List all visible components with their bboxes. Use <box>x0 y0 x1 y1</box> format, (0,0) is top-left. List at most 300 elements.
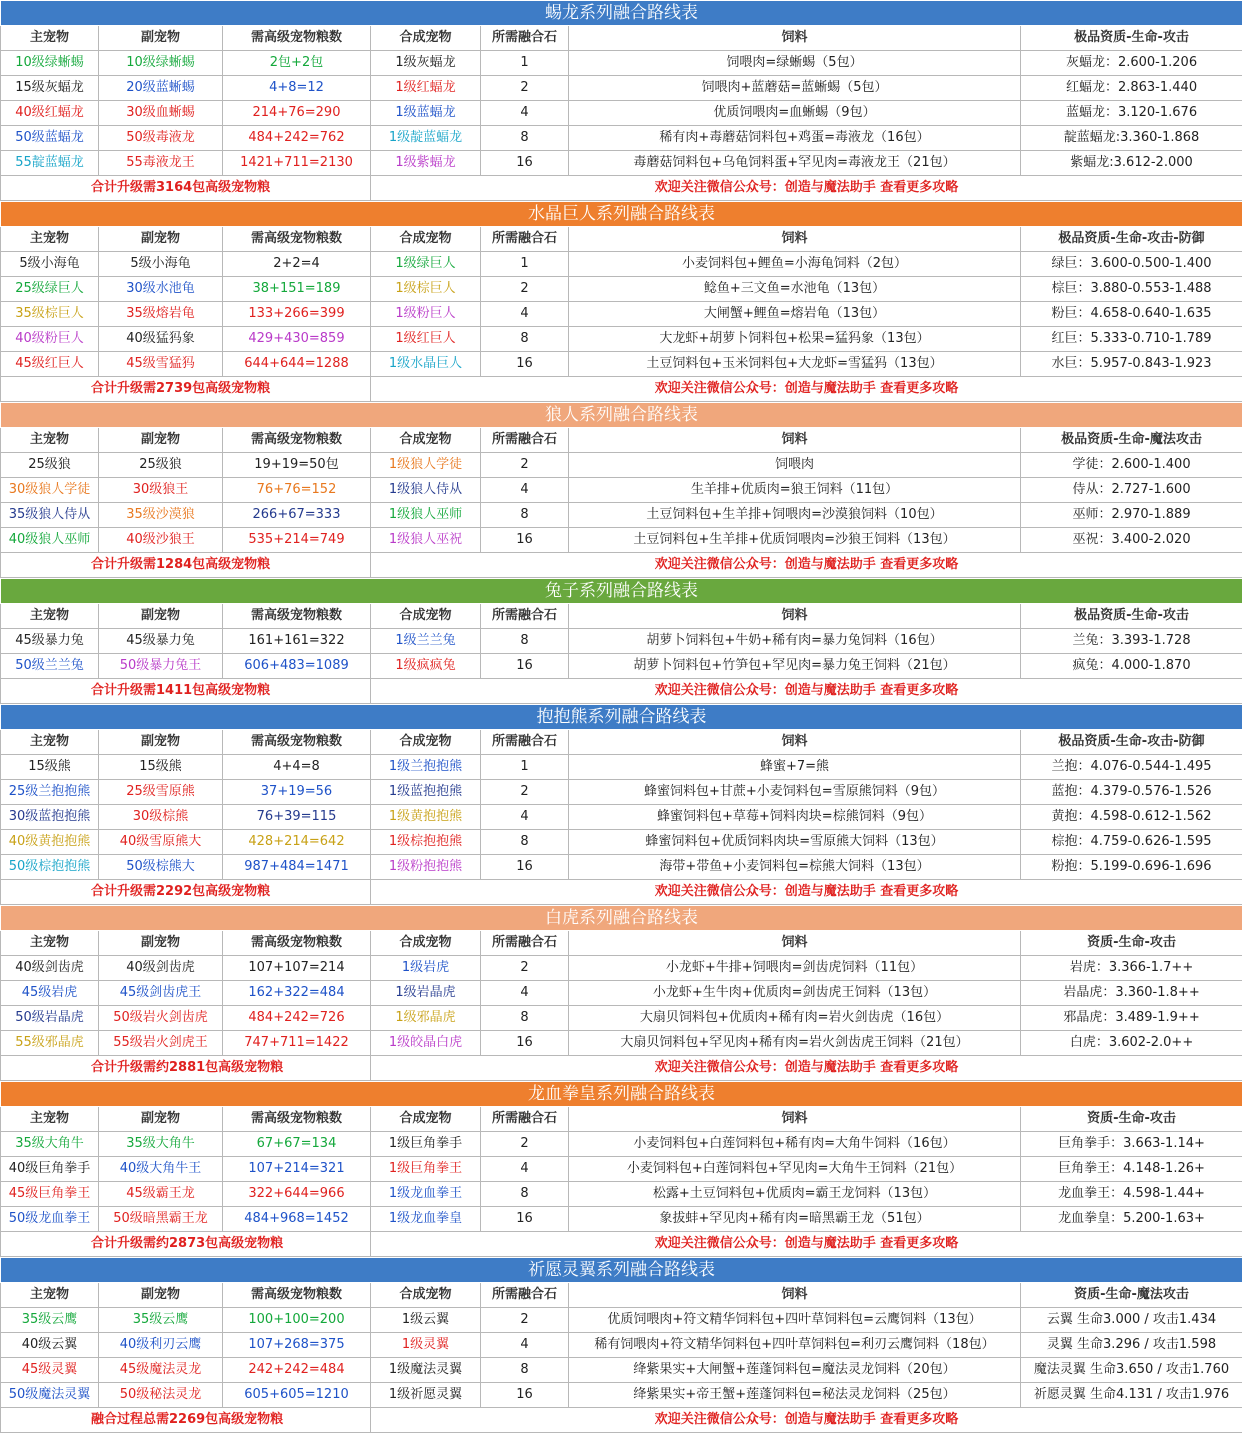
section-table <box>0 704 1242 905</box>
column-header-fusion-stones: 所需融合石 <box>481 227 569 252</box>
column-header-result-pet: 合成宠物 <box>371 730 481 755</box>
feed-recipe-cell: 小龙虾+生牛肉+优质肉=剑齿虎王饲料（13包） <box>569 981 1021 1006</box>
feed-count-cell: 100+100=200 <box>223 1308 371 1333</box>
aptitude-cell: 灵翼 生命3.296 / 攻击1.598 <box>1021 1333 1242 1358</box>
table-row <box>1 1383 1242 1408</box>
feed-recipe-cell: 蜂蜜饲料包+甘蔗+小麦饲料包=雪原熊饲料（9包） <box>569 780 1021 805</box>
aptitude-cell: 巫祝：3.400-2.020 <box>1021 528 1242 553</box>
feed-count-cell: 76+39=115 <box>223 805 371 830</box>
result-pet-cell: 1级灰蝠龙 <box>371 51 481 76</box>
section-title: 蜴龙系列融合路线表 <box>1 1 1242 26</box>
aptitude-cell: 巫师：2.970-1.889 <box>1021 503 1242 528</box>
main-pet-cell: 30级蓝抱抱熊 <box>1 805 99 830</box>
column-header-feed-recipe: 饲料 <box>569 604 1021 629</box>
result-pet-cell: 1级粉巨人 <box>371 302 481 327</box>
sub-pet-cell: 45级剑齿虎王 <box>99 981 223 1006</box>
promo-note: 欢迎关注微信公众号：创造与魔法助手 查看更多攻略 <box>371 1056 1242 1081</box>
result-pet-cell: 1级棕抱抱熊 <box>371 830 481 855</box>
column-header-sub-pet: 副宠物 <box>99 26 223 51</box>
feed-recipe-cell: 小麦饲料包+鲤鱼=小海龟饲料（2包） <box>569 252 1021 277</box>
aptitude-cell: 棕巨：3.880-0.553-1.488 <box>1021 277 1242 302</box>
fusion-stones-cell: 4 <box>481 478 569 503</box>
table-row <box>1 528 1242 553</box>
result-pet-cell: 1级龙血拳皇 <box>371 1207 481 1232</box>
table-row <box>1 1207 1242 1232</box>
feed-recipe-cell: 大扇贝饲料包+优质肉+稀有肉=岩火剑齿虎（16包） <box>569 1006 1021 1031</box>
result-pet-cell: 1级巨角拳手 <box>371 1132 481 1157</box>
feed-recipe-cell: 蜂蜜饲料包+优质饲料肉块=雪原熊大饲料（13包） <box>569 830 1021 855</box>
header-row <box>1 604 1242 629</box>
fusion-stones-cell: 16 <box>481 855 569 880</box>
feed-count-cell: 38+151=189 <box>223 277 371 302</box>
table-row <box>1 151 1242 176</box>
feed-recipe-cell: 小麦饲料包+白莲饲料包+罕见肉=大角牛王饲料（21包） <box>569 1157 1021 1182</box>
column-header-fusion-stones: 所需融合石 <box>481 1283 569 1308</box>
main-pet-cell: 50级龙血拳王 <box>1 1207 99 1232</box>
feed-count-cell: 162+322=484 <box>223 981 371 1006</box>
section-title: 兔子系列融合路线表 <box>1 579 1242 604</box>
column-header-feed-count: 需高级宠物粮数 <box>223 26 371 51</box>
result-pet-cell: 1级靛蓝蝠龙 <box>371 126 481 151</box>
column-header-feed-recipe: 饲料 <box>569 1283 1021 1308</box>
column-header-sub-pet: 副宠物 <box>99 227 223 252</box>
sub-pet-cell: 35级沙漠狼 <box>99 503 223 528</box>
feed-count-cell: 19+19=50包 <box>223 453 371 478</box>
feed-recipe-cell: 稀有饲喂肉+符文精华饲料包+四叶草饲料包=利刃云鹰饲料（18包） <box>569 1333 1021 1358</box>
column-header-result-pet: 合成宠物 <box>371 1107 481 1132</box>
fusion-stones-cell: 16 <box>481 654 569 679</box>
feed-recipe-cell: 鲶鱼+三文鱼=水池龟（13包） <box>569 277 1021 302</box>
column-header-result-pet: 合成宠物 <box>371 604 481 629</box>
main-pet-cell: 50级岩晶虎 <box>1 1006 99 1031</box>
result-pet-cell: 1级兰抱抱熊 <box>371 755 481 780</box>
result-pet-cell: 1级邪晶虎 <box>371 1006 481 1031</box>
section-title: 祈愿灵翼系列融合路线表 <box>1 1258 1242 1283</box>
result-pet-cell: 1级黄抱抱熊 <box>371 805 481 830</box>
feed-count-cell: 484+242=726 <box>223 1006 371 1031</box>
column-header-sub-pet: 副宠物 <box>99 428 223 453</box>
result-pet-cell: 1级紫蝠龙 <box>371 151 481 176</box>
sub-pet-cell: 45级霸王龙 <box>99 1182 223 1207</box>
column-header-aptitude: 极品资质-生命-攻击 <box>1021 604 1242 629</box>
main-pet-cell: 45级岩虎 <box>1 981 99 1006</box>
fusion-stones-cell: 16 <box>481 528 569 553</box>
sub-pet-cell: 5级小海龟 <box>99 252 223 277</box>
total-feed-note: 合计升级需1284包高级宠物粮 <box>1 553 371 578</box>
total-feed-note: 合计升级需1411包高级宠物粮 <box>1 679 371 704</box>
fusion-stones-cell: 8 <box>481 1006 569 1031</box>
table-row <box>1 1308 1242 1333</box>
aptitude-cell: 岩虎：3.366-1.7++ <box>1021 956 1242 981</box>
fusion-stones-cell: 2 <box>481 453 569 478</box>
header-row <box>1 1107 1242 1132</box>
column-header-sub-pet: 副宠物 <box>99 931 223 956</box>
total-feed-note: 合计升级需约2873包高级宠物粮 <box>1 1232 371 1257</box>
fusion-stones-cell: 8 <box>481 1182 569 1207</box>
aptitude-cell: 龙血拳王：4.598-1.44+ <box>1021 1182 1242 1207</box>
aptitude-cell: 魔法灵翼 生命3.650 / 攻击1.760 <box>1021 1358 1242 1383</box>
table-row <box>1 302 1242 327</box>
total-feed-note: 融合过程总需2269包高级宠物粮 <box>1 1408 371 1433</box>
feed-recipe-cell: 蜂蜜+7=熊 <box>569 755 1021 780</box>
feed-count-cell: 429+430=859 <box>223 327 371 352</box>
fusion-stones-cell: 2 <box>481 277 569 302</box>
aptitude-cell: 蓝抱：4.379-0.576-1.526 <box>1021 780 1242 805</box>
main-pet-cell: 35级云鹰 <box>1 1308 99 1333</box>
feed-recipe-cell: 生羊排+优质肉=狼王饲料（11包） <box>569 478 1021 503</box>
feed-recipe-cell: 大龙虾+胡萝卜饲料包+松果=猛犸象（13包） <box>569 327 1021 352</box>
table-row <box>1 453 1242 478</box>
column-header-main-pet: 主宠物 <box>1 730 99 755</box>
result-pet-cell: 1级魔法灵翼 <box>371 1358 481 1383</box>
fusion-stones-cell: 2 <box>481 76 569 101</box>
aptitude-cell: 粉抱：5.199-0.696-1.696 <box>1021 855 1242 880</box>
result-pet-cell: 1级灵翼 <box>371 1333 481 1358</box>
column-header-result-pet: 合成宠物 <box>371 227 481 252</box>
promo-note: 欢迎关注微信公众号：创造与魔法助手 查看更多攻略 <box>371 1232 1242 1257</box>
main-pet-cell: 45级暴力兔 <box>1 629 99 654</box>
column-header-fusion-stones: 所需融合石 <box>481 604 569 629</box>
column-header-feed-recipe: 饲料 <box>569 26 1021 51</box>
fusion-stones-cell: 1 <box>481 51 569 76</box>
table-row <box>1 126 1242 151</box>
sub-pet-cell: 50级暴力兔王 <box>99 654 223 679</box>
aptitude-cell: 棕抱：4.759-0.626-1.595 <box>1021 830 1242 855</box>
table-row <box>1 1333 1242 1358</box>
column-header-result-pet: 合成宠物 <box>371 26 481 51</box>
feed-recipe-cell: 土豆饲料包+生羊排+优质饲喂肉=沙狼王饲料（13包） <box>569 528 1021 553</box>
main-pet-cell: 40级红蝠龙 <box>1 101 99 126</box>
header-row <box>1 227 1242 252</box>
sub-pet-cell: 55级岩火剑虎王 <box>99 1031 223 1056</box>
table-row <box>1 855 1242 880</box>
result-pet-cell: 1级龙血拳王 <box>371 1182 481 1207</box>
fusion-stones-cell: 4 <box>481 981 569 1006</box>
feed-count-cell: 37+19=56 <box>223 780 371 805</box>
table-row <box>1 277 1242 302</box>
column-header-fusion-stones: 所需融合石 <box>481 428 569 453</box>
fusion-stones-cell: 8 <box>481 830 569 855</box>
sub-pet-cell: 50级暗黑霸王龙 <box>99 1207 223 1232</box>
column-header-feed-count: 需高级宠物粮数 <box>223 1107 371 1132</box>
aptitude-cell: 疯兔：4.000-1.870 <box>1021 654 1242 679</box>
main-pet-cell: 5级小海龟 <box>1 252 99 277</box>
result-pet-cell: 1级狼人巫师 <box>371 503 481 528</box>
aptitude-cell: 云翼 生命3.000 / 攻击1.434 <box>1021 1308 1242 1333</box>
sub-pet-cell: 55毒液龙王 <box>99 151 223 176</box>
feed-recipe-cell: 蜂蜜饲料包+草莓+饲料肉块=棕熊饲料（9包） <box>569 805 1021 830</box>
section-title: 水晶巨人系列融合路线表 <box>1 202 1242 227</box>
result-pet-cell: 1级皎晶白虎 <box>371 1031 481 1056</box>
sub-pet-cell: 25级雪原熊 <box>99 780 223 805</box>
table-row <box>1 805 1242 830</box>
aptitude-cell: 岩晶虎：3.360-1.8++ <box>1021 981 1242 1006</box>
feed-recipe-cell: 绛紫果实+帝王蟹+莲蓬饲料包=秘法灵龙饲料（25包） <box>569 1383 1021 1408</box>
main-pet-cell: 35级狼人侍从 <box>1 503 99 528</box>
feed-recipe-cell: 小龙虾+牛排+饲喂肉=剑齿虎饲料（11包） <box>569 956 1021 981</box>
column-header-main-pet: 主宠物 <box>1 1107 99 1132</box>
fusion-stones-cell: 2 <box>481 956 569 981</box>
sub-pet-cell: 40级利刃云鹰 <box>99 1333 223 1358</box>
feed-count-cell: 107+107=214 <box>223 956 371 981</box>
main-pet-cell: 25级绿巨人 <box>1 277 99 302</box>
aptitude-cell: 粉巨：4.658-0.640-1.635 <box>1021 302 1242 327</box>
table-row <box>1 654 1242 679</box>
feed-recipe-cell: 土豆饲料包+生羊排+饲喂肉=沙漠狼饲料（10包） <box>569 503 1021 528</box>
section-table <box>0 402 1242 578</box>
sub-pet-cell: 40级剑齿虎 <box>99 956 223 981</box>
fusion-stones-cell: 4 <box>481 1333 569 1358</box>
main-pet-cell: 55靛蓝蝠龙 <box>1 151 99 176</box>
column-header-result-pet: 合成宠物 <box>371 931 481 956</box>
result-pet-cell: 1级巨角拳王 <box>371 1157 481 1182</box>
fusion-stones-cell: 16 <box>481 1207 569 1232</box>
main-pet-cell: 15级熊 <box>1 755 99 780</box>
promo-note: 欢迎关注微信公众号：创造与魔法助手 查看更多攻略 <box>371 553 1242 578</box>
aptitude-cell: 兰兔：3.393-1.728 <box>1021 629 1242 654</box>
table-row <box>1 327 1242 352</box>
feed-recipe-cell: 海带+带鱼+小麦饲料包=棕熊大饲料（13包） <box>569 855 1021 880</box>
column-header-fusion-stones: 所需融合石 <box>481 1107 569 1132</box>
main-pet-cell: 45级巨角拳王 <box>1 1182 99 1207</box>
section-table <box>0 201 1242 402</box>
sub-pet-cell: 30级狼王 <box>99 478 223 503</box>
result-pet-cell: 1级疯疯兔 <box>371 654 481 679</box>
table-row <box>1 629 1242 654</box>
result-pet-cell: 1级岩虎 <box>371 956 481 981</box>
aptitude-cell: 水巨：5.957-0.843-1.923 <box>1021 352 1242 377</box>
sub-pet-cell: 40级沙狼王 <box>99 528 223 553</box>
header-row <box>1 1283 1242 1308</box>
sub-pet-cell: 45级魔法灵龙 <box>99 1358 223 1383</box>
feed-recipe-cell: 胡萝卜饲料包+牛奶+稀有肉=暴力兔饲料（16包） <box>569 629 1021 654</box>
main-pet-cell: 35级棕巨人 <box>1 302 99 327</box>
main-pet-cell: 10级绿蜥蜴 <box>1 51 99 76</box>
feed-count-cell: 322+644=966 <box>223 1182 371 1207</box>
feed-count-cell: 644+644=1288 <box>223 352 371 377</box>
table-row <box>1 1182 1242 1207</box>
result-pet-cell: 1级蓝抱抱熊 <box>371 780 481 805</box>
aptitude-cell: 巨角拳手：3.663-1.14+ <box>1021 1132 1242 1157</box>
column-header-main-pet: 主宠物 <box>1 428 99 453</box>
feed-count-cell: 4+8=12 <box>223 76 371 101</box>
main-pet-cell: 40级狼人巫师 <box>1 528 99 553</box>
result-pet-cell: 1级红蝠龙 <box>371 76 481 101</box>
sub-pet-cell: 30级棕熊 <box>99 805 223 830</box>
fusion-stones-cell: 4 <box>481 805 569 830</box>
feed-count-cell: 214+76=290 <box>223 101 371 126</box>
table-row <box>1 51 1242 76</box>
feed-count-cell: 1421+711=2130 <box>223 151 371 176</box>
main-pet-cell: 15级灰蝠龙 <box>1 76 99 101</box>
fusion-stones-cell: 4 <box>481 1157 569 1182</box>
table-row <box>1 101 1242 126</box>
column-header-main-pet: 主宠物 <box>1 1283 99 1308</box>
column-header-main-pet: 主宠物 <box>1 227 99 252</box>
main-pet-cell: 50级兰兰兔 <box>1 654 99 679</box>
result-pet-cell: 1级红巨人 <box>371 327 481 352</box>
column-header-aptitude: 资质-生命-魔法攻击 <box>1021 1283 1242 1308</box>
table-row <box>1 1006 1242 1031</box>
sub-pet-cell: 35级大角牛 <box>99 1132 223 1157</box>
column-header-sub-pet: 副宠物 <box>99 1107 223 1132</box>
section-table <box>0 1081 1242 1257</box>
feed-count-cell: 987+484=1471 <box>223 855 371 880</box>
feed-recipe-cell: 稀有肉+毒蘑菇饲料包+鸡蛋=毒液龙（16包） <box>569 126 1021 151</box>
fusion-stones-cell: 2 <box>481 1132 569 1157</box>
result-pet-cell: 1级狼人学徒 <box>371 453 481 478</box>
fusion-stones-cell: 2 <box>481 1308 569 1333</box>
feed-recipe-cell: 绛紫果实+大闸蟹+莲蓬饲料包=魔法灵龙饲料（20包） <box>569 1358 1021 1383</box>
column-header-aptitude: 极品资质-生命-攻击 <box>1021 26 1242 51</box>
feed-count-cell: 535+214=749 <box>223 528 371 553</box>
feed-count-cell: 747+711=1422 <box>223 1031 371 1056</box>
feed-recipe-cell: 大扇贝饲料包+罕见肉+稀有肉=岩火剑齿虎王饲料（21包） <box>569 1031 1021 1056</box>
main-pet-cell: 50级蓝蝠龙 <box>1 126 99 151</box>
sub-pet-cell: 30级血蜥蜴 <box>99 101 223 126</box>
aptitude-cell: 兰抱：4.076-0.544-1.495 <box>1021 755 1242 780</box>
fusion-stones-cell: 1 <box>481 755 569 780</box>
column-header-aptitude: 资质-生命-攻击 <box>1021 931 1242 956</box>
column-header-sub-pet: 副宠物 <box>99 730 223 755</box>
feed-recipe-cell: 土豆饲料包+玉米饲料包+大龙虾=雪猛犸（13包） <box>569 352 1021 377</box>
feed-count-cell: 107+268=375 <box>223 1333 371 1358</box>
sub-pet-cell: 50级毒液龙 <box>99 126 223 151</box>
sub-pet-cell: 40级猛犸象 <box>99 327 223 352</box>
column-header-fusion-stones: 所需融合石 <box>481 931 569 956</box>
aptitude-cell: 靛蓝蝠龙:3.360-1.868 <box>1021 126 1242 151</box>
table-row <box>1 830 1242 855</box>
column-header-result-pet: 合成宠物 <box>371 428 481 453</box>
column-header-feed-recipe: 饲料 <box>569 1107 1021 1132</box>
main-pet-cell: 30级狼人学徒 <box>1 478 99 503</box>
sub-pet-cell: 35级熔岩龟 <box>99 302 223 327</box>
feed-recipe-cell: 饲喂肉+蓝蘑菇=蓝蜥蜴（5包） <box>569 76 1021 101</box>
sub-pet-cell: 45级暴力兔 <box>99 629 223 654</box>
feed-count-cell: 484+242=762 <box>223 126 371 151</box>
header-row <box>1 428 1242 453</box>
column-header-feed-count: 需高级宠物粮数 <box>223 730 371 755</box>
main-pet-cell: 35级大角牛 <box>1 1132 99 1157</box>
feed-count-cell: 67+67=134 <box>223 1132 371 1157</box>
header-row <box>1 730 1242 755</box>
main-pet-cell: 25级兰抱抱熊 <box>1 780 99 805</box>
table-row <box>1 252 1242 277</box>
result-pet-cell: 1级粉抱抱熊 <box>371 855 481 880</box>
fusion-stones-cell: 8 <box>481 629 569 654</box>
column-header-main-pet: 主宠物 <box>1 26 99 51</box>
aptitude-cell: 绿巨：3.600-0.500-1.400 <box>1021 252 1242 277</box>
sub-pet-cell: 40级雪原熊大 <box>99 830 223 855</box>
column-header-result-pet: 合成宠物 <box>371 1283 481 1308</box>
promo-note: 欢迎关注微信公众号：创造与魔法助手 查看更多攻略 <box>371 176 1242 201</box>
aptitude-cell: 白虎：3.602-2.0++ <box>1021 1031 1242 1056</box>
feed-recipe-cell: 大闸蟹+鲤鱼=熔岩龟（13包） <box>569 302 1021 327</box>
table-row <box>1 1031 1242 1056</box>
result-pet-cell: 1级云翼 <box>371 1308 481 1333</box>
aptitude-cell: 巨角拳王：4.148-1.26+ <box>1021 1157 1242 1182</box>
fusion-stones-cell: 1 <box>481 252 569 277</box>
aptitude-cell: 龙血拳皇：5.200-1.63+ <box>1021 1207 1242 1232</box>
promo-note: 欢迎关注微信公众号：创造与魔法助手 查看更多攻略 <box>371 679 1242 704</box>
main-pet-cell: 40级黄抱抱熊 <box>1 830 99 855</box>
promo-note: 欢迎关注微信公众号：创造与魔法助手 查看更多攻略 <box>371 1408 1242 1433</box>
total-feed-note: 合计升级需2739包高级宠物粮 <box>1 377 371 402</box>
main-pet-cell: 40级剑齿虎 <box>1 956 99 981</box>
table-row <box>1 981 1242 1006</box>
section-table <box>0 905 1242 1081</box>
feed-count-cell: 428+214=642 <box>223 830 371 855</box>
aptitude-cell: 学徒：2.600-1.400 <box>1021 453 1242 478</box>
sub-pet-cell: 50级岩火剑齿虎 <box>99 1006 223 1031</box>
feed-count-cell: 242+242=484 <box>223 1358 371 1383</box>
column-header-main-pet: 主宠物 <box>1 604 99 629</box>
main-pet-cell: 50级魔法灵翼 <box>1 1383 99 1408</box>
column-header-feed-count: 需高级宠物粮数 <box>223 227 371 252</box>
table-row <box>1 503 1242 528</box>
table-row <box>1 780 1242 805</box>
table-row <box>1 352 1242 377</box>
sub-pet-cell: 45级雪猛犸 <box>99 352 223 377</box>
feed-recipe-cell: 优质饲喂肉=血蜥蜴（9包） <box>569 101 1021 126</box>
column-header-aptitude: 极品资质-生命-魔法攻击 <box>1021 428 1242 453</box>
feed-recipe-cell: 饲喂肉 <box>569 453 1021 478</box>
aptitude-cell: 紫蝠龙:3.612-2.000 <box>1021 151 1242 176</box>
fusion-stones-cell: 8 <box>481 1358 569 1383</box>
table-row <box>1 76 1242 101</box>
fusion-stones-cell: 8 <box>481 126 569 151</box>
fusion-stones-cell: 4 <box>481 101 569 126</box>
sub-pet-cell: 40级大角牛王 <box>99 1157 223 1182</box>
column-header-feed-recipe: 饲料 <box>569 931 1021 956</box>
total-feed-note: 合计升级需约2881包高级宠物粮 <box>1 1056 371 1081</box>
feed-recipe-cell: 毒蘑菇饲料包+乌龟饲料蛋+罕见肉=毒液龙王（21包） <box>569 151 1021 176</box>
aptitude-cell: 红巨：5.333-0.710-1.789 <box>1021 327 1242 352</box>
fusion-stones-cell: 8 <box>481 503 569 528</box>
feed-count-cell: 107+214=321 <box>223 1157 371 1182</box>
feed-count-cell: 133+266=399 <box>223 302 371 327</box>
section-title: 龙血拳皇系列融合路线表 <box>1 1082 1242 1107</box>
result-pet-cell: 1级绿巨人 <box>371 252 481 277</box>
fusion-stones-cell: 8 <box>481 327 569 352</box>
feed-count-cell: 606+483=1089 <box>223 654 371 679</box>
section-title: 白虎系列融合路线表 <box>1 906 1242 931</box>
section-table <box>0 578 1242 704</box>
sub-pet-cell: 20级蓝蜥蜴 <box>99 76 223 101</box>
column-header-feed-count: 需高级宠物粮数 <box>223 1283 371 1308</box>
column-header-aptitude: 资质-生命-攻击 <box>1021 1107 1242 1132</box>
feed-recipe-cell: 饲喂肉=绿蜥蜴（5包） <box>569 51 1021 76</box>
table-row <box>1 478 1242 503</box>
feed-count-cell: 484+968=1452 <box>223 1207 371 1232</box>
table-row <box>1 956 1242 981</box>
main-pet-cell: 40级巨角拳手 <box>1 1157 99 1182</box>
fusion-stones-cell: 16 <box>481 1031 569 1056</box>
column-header-feed-count: 需高级宠物粮数 <box>223 428 371 453</box>
column-header-aptitude: 极品资质-生命-攻击-防御 <box>1021 730 1242 755</box>
result-pet-cell: 1级棕巨人 <box>371 277 481 302</box>
column-header-feed-count: 需高级宠物粮数 <box>223 931 371 956</box>
result-pet-cell: 1级兰兰兔 <box>371 629 481 654</box>
feed-count-cell: 161+161=322 <box>223 629 371 654</box>
table-row <box>1 755 1242 780</box>
aptitude-cell: 祈愿灵翼 生命4.131 / 攻击1.976 <box>1021 1383 1242 1408</box>
sub-pet-cell: 30级水池龟 <box>99 277 223 302</box>
table-row <box>1 1132 1242 1157</box>
section-title: 狼人系列融合路线表 <box>1 403 1242 428</box>
table-row <box>1 1358 1242 1383</box>
main-pet-cell: 45级红巨人 <box>1 352 99 377</box>
